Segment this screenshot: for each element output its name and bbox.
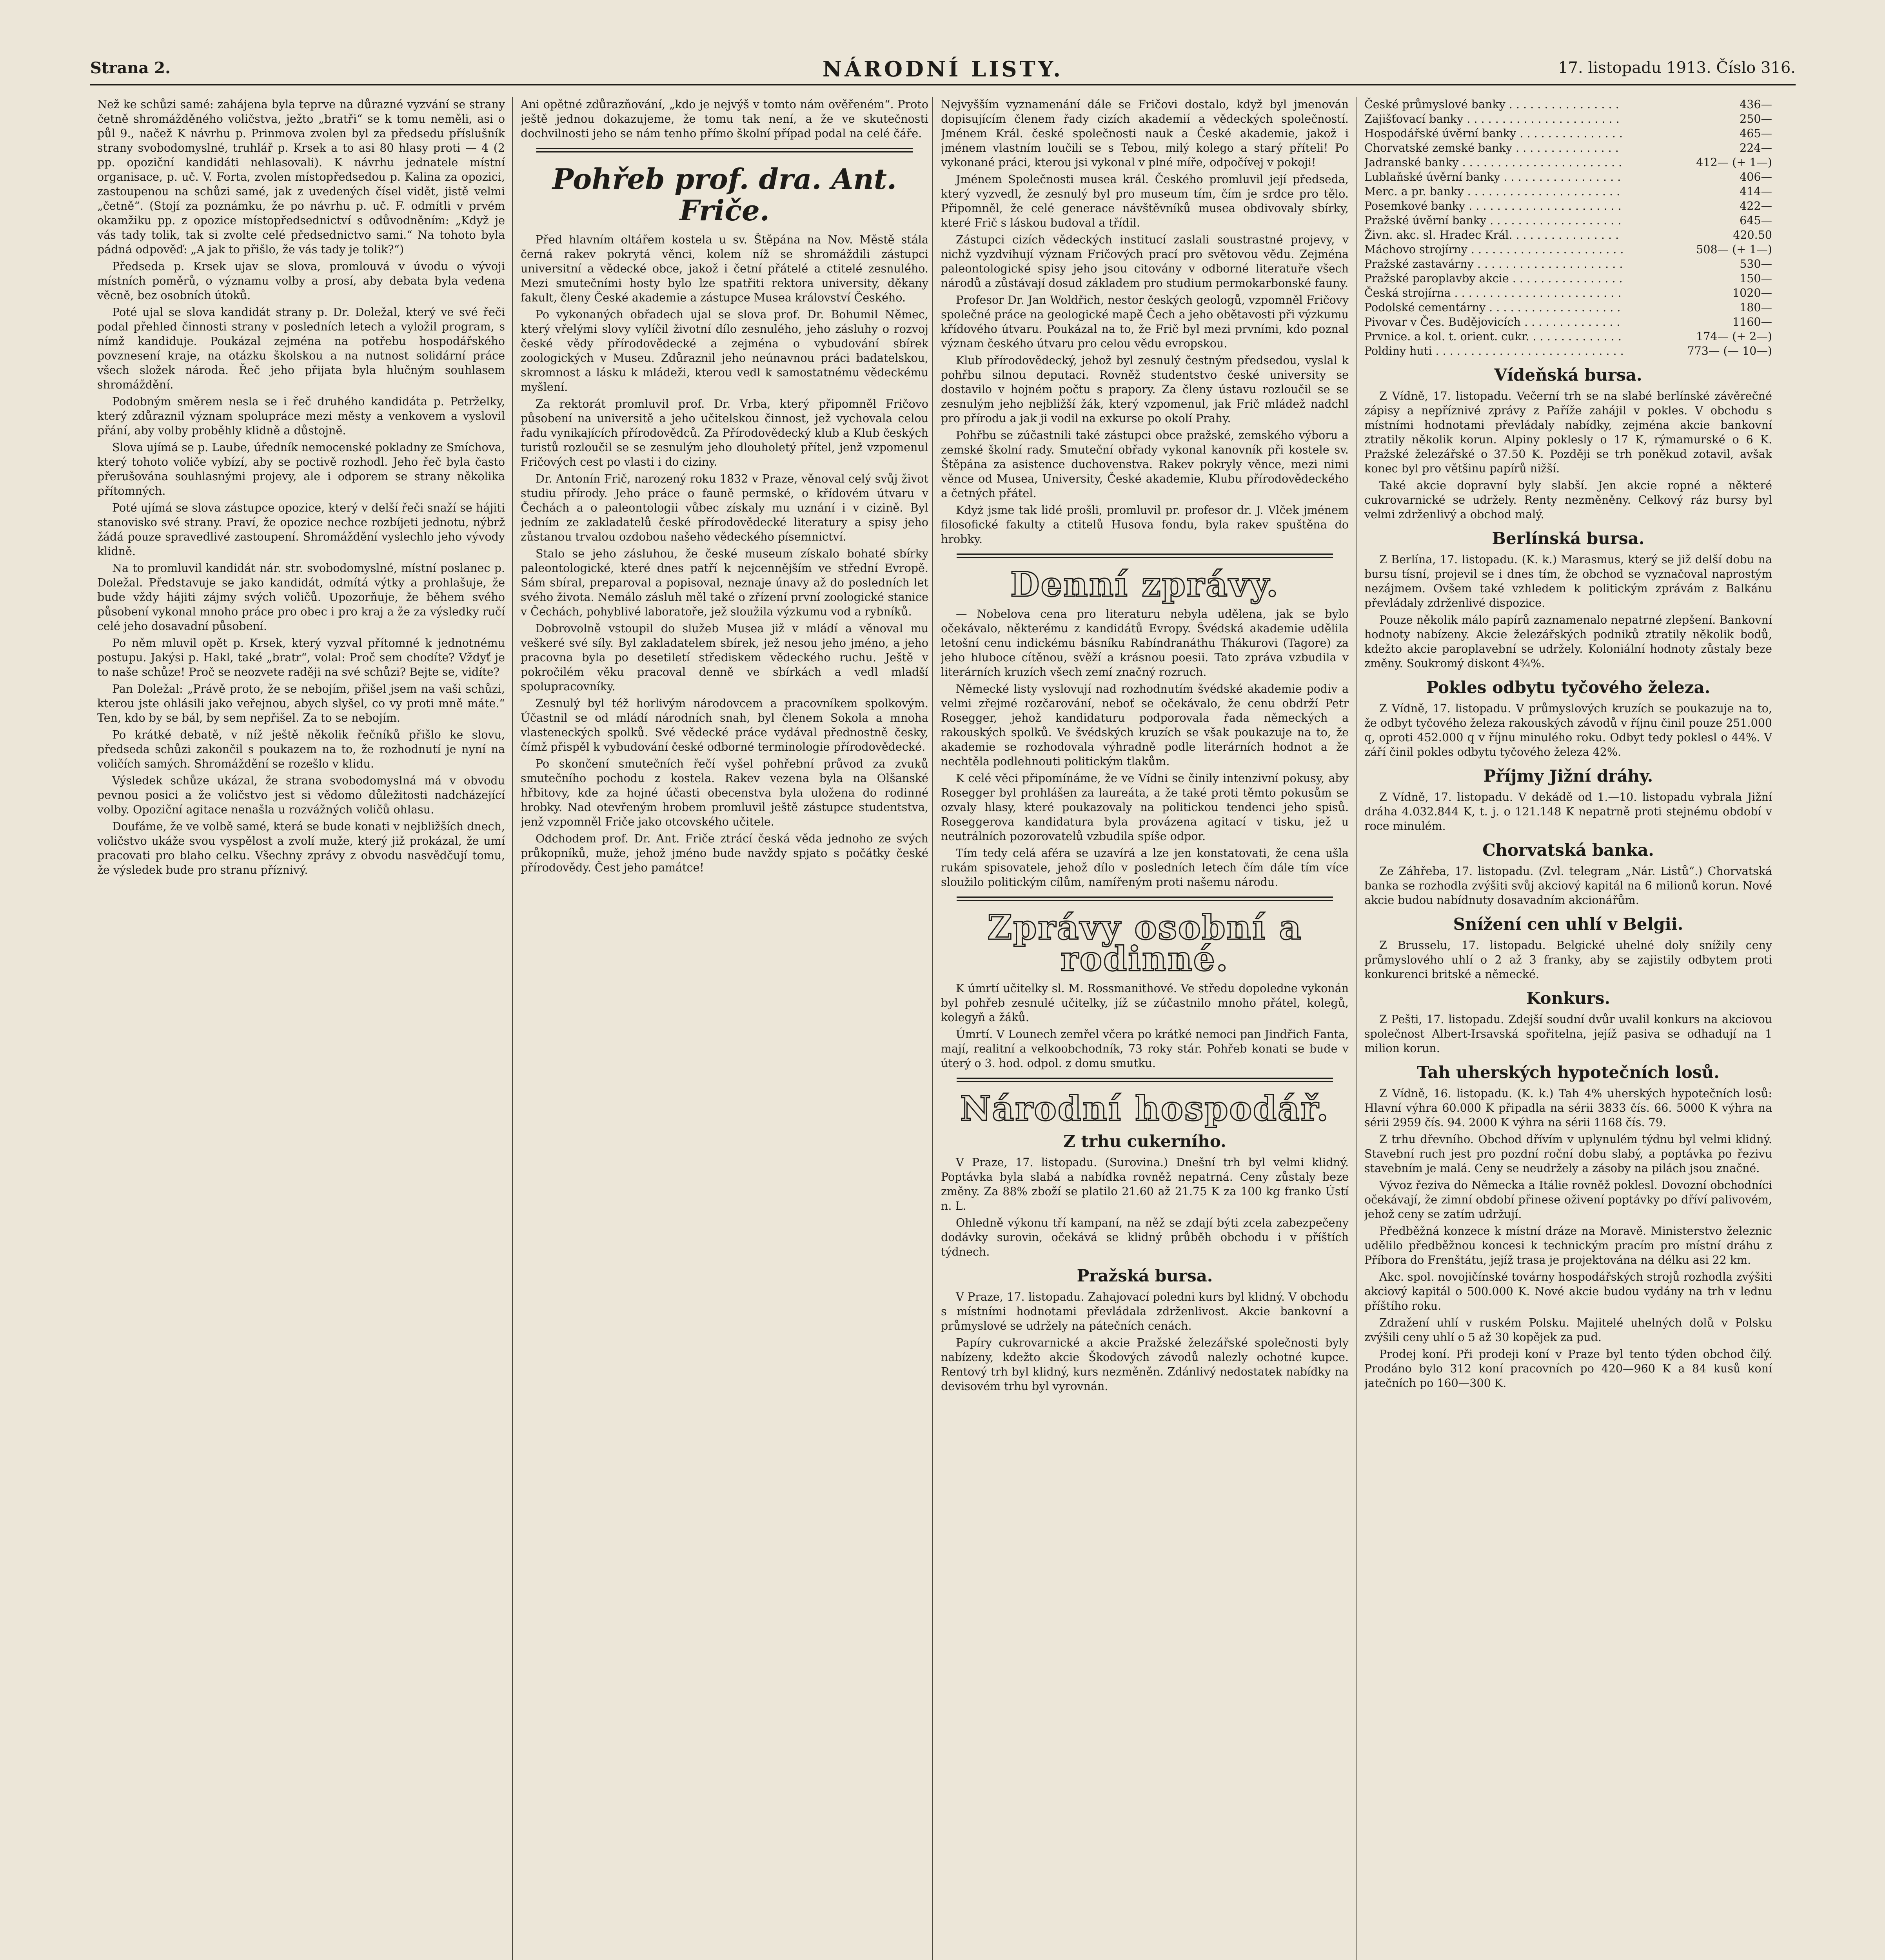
article-paragraph: Z Vídně, 17. listopadu. V průmyslových kruzích se poukazuje na to, že odbyt tyčového železa rakouských závodů v říjnu činil pouze 251.000 q, oproti 452.000 q v říjnu minulého roku. Odbyt tedy poklesl o 44%. V září činil pokles odbytu tyčového železa 42%. <box>1364 702 1772 759</box>
subsection-headline: Konkurs. <box>1526 989 1611 1008</box>
exchange-row-name: Pražské zastavárny . . . <box>1364 257 1623 271</box>
exchange-row-name: Česká strojírna . . . <box>1364 286 1623 300</box>
article-paragraph: Z Vídně, 16. listopadu. (K. k.) Tah 4% uherských hypotečních losů: Hlavní výhra 60.000 K připadla na sérii 3833 čís. 66. 5000 K výhra na sérii 2959 čís. 94. 2000 K výhra na sérii 1168 čís. 79. <box>1364 1087 1772 1129</box>
article-paragraph: Jménem Společnosti musea král. Českého promluvil její předseda, který vyzvedl, že zesnulý byl pro museum tím, čím je srdce pro tělo. Připomněl, že celé generace návštěvníků musea obdivovaly sbírky, které Frič s láskou budoval a třídil. <box>941 173 1349 229</box>
exchange-row-name: Podolské cementárny . . . <box>1364 300 1623 315</box>
article-paragraph: Po něm mluvil opět p. Krsek, který vyzval přítomné k jednotnému postupu. Jakýsi p. Hakl, také „bratr“, volal: Proč sem chodíte? Vždyť je to naše schůze! Proč se neozvete raději na své schůzi? Bejte se, vidíte? <box>97 637 505 679</box>
exchange-row <box>1364 271 1772 286</box>
column-rule <box>1356 97 1357 1960</box>
column-2 <box>521 97 928 1960</box>
exchange-rate-list <box>1364 97 1772 358</box>
exchange-row-value: 508— (+ 1—) <box>1623 242 1772 257</box>
column-3 <box>941 97 1349 1960</box>
article-paragraph: Na to promluvil kandidát nár. str. svobodomyslné, místní poslanec p. Doležal. Představuje se jako kandidát, odmítá výtky a prohlašuje, že bude vždy hájiti zájmy svých voličů. Upozorňuje, že během svého působení vykonal mnoho práce pro obec i pro kraj a že za výsledky ručí celé jeho dosavadní působení. <box>97 562 505 633</box>
exchange-row-name: Posemkové banky . . . <box>1364 199 1623 213</box>
exchange-row-name: Jadranské banky . . . <box>1364 155 1623 170</box>
exchange-row-value: 150— <box>1623 271 1772 286</box>
exchange-row-value: 406— <box>1623 170 1772 184</box>
exchange-row-value: 422— <box>1623 199 1772 213</box>
article-paragraph: Poté ujal se slova kandidát strany p. Dr. Doležal, který ve své řeči podal přehled činnosti strany v posledních letech a vyložil program, s nímž kandiduje. Poukázal zejména na potřebu hospodářského povznesení kraje, na otázku školskou a na nutnost solidární práce všech složek národa. Řeč jeho přijata byla hlučným souhlasem shromáždění. <box>97 306 505 391</box>
exchange-row-value: 174— (+ 2—) <box>1623 329 1772 344</box>
subsection-headline: Snížení cen uhlí v Belgii. <box>1453 915 1683 934</box>
exchange-row <box>1364 228 1772 242</box>
exchange-row-name: Lublaňské úvěrní banky . . . <box>1364 170 1623 184</box>
section-divider <box>957 897 1333 901</box>
article-paragraph: Za rektorát promluvil prof. Dr. Vrba, který připomněl Fričovo působení na universitě a jeho učitelskou činnost, jež vychovala celou řadu vynikajících přírodovědců. Za Přírodovědecký klub a Klub českých turistů rozloučil se se zesnulým jeho dlouholetý přítel, jenž vzpomenul Fričových cest po vlasti i do ciziny. <box>521 397 928 468</box>
article-paragraph: Ohledně výkonu tří kampaní, na něž se zdají býti zcela zabezpečeny dodávky surovin, očekává se klidný průběh obchodu i v příštích týdnech. <box>941 1216 1349 1258</box>
article-paragraph: Výsledek schůze ukázal, že strana svobodomyslná má v obvodu pevnou posici a že voličstvo jest si vědomo důležitosti nadcházející volby. Opoziční agitace nenašla u rozvážných voličů ohlasu. <box>97 774 505 816</box>
article-paragraph: Zesnulý byl též horlivým národovcem a pracovníkem spolkovým. Účastnil se od mládí národních snah, byl členem Sokola a mnoha vlasteneckých spolků. Své vědecké práce vydával přednostně česky, čímž přispěl k vybudování české odborné terminologie přírodovědecké. <box>521 697 928 753</box>
article-paragraph: Předseda p. Krsek ujav se slova, promlouvá v úvodu o vývoji místních poměrů, o významu volby a prosí, aby debata byla vedena věcně, bez osobních útoků. <box>97 260 505 302</box>
article-headline: Pohřeb prof. dra. Ant. Friče. <box>552 162 897 227</box>
column-4 <box>1364 97 1772 1960</box>
exchange-row-value: 645— <box>1623 213 1772 228</box>
exchange-row-value: 1160— <box>1623 315 1772 329</box>
exchange-row-name: Pivovar v Čes. Budějovicích . . . <box>1364 315 1623 329</box>
article-paragraph: Po krátké debatě, v níž ještě několik řečníků přišlo ke slovu, předseda schůzi zakončil s poukazem na to, že rozhodnutí je nyní na voličích samých. Shromáždění se rozešlo v klidu. <box>97 728 505 770</box>
article-paragraph: Z Pešti, 17. listopadu. Zdejší soudní dvůr uvalil konkurs na akciovou společnost Albert-Irsavská spořitelna, jejíž pasiva se odhadují na 1 milion korun. <box>1364 1013 1772 1055</box>
article-paragraph: Před hlavním oltářem kostela u sv. Štěpána na Nov. Městě stála černá rakev pokrytá věnci, kolem níž se shromáždili zástupci universitní a vědecké obce, jakož i četní přátelé a ctitelé zesnulého. Mezi smutečními hosty bylo lze spatřiti rektora university, děkany fakult, členy České akademie a zástupce Musea království Českého. <box>521 233 928 304</box>
article-paragraph: Odchodem prof. Dr. Ant. Friče ztrácí česká věda jednoho ze svých průkopníků, muže, jehož jméno bude navždy spjato s počátky české přírodovědy. Čest jeho památce! <box>521 832 928 874</box>
exchange-row-name: Prvnice. a kol. t. orient. cukr. . . . <box>1364 329 1623 344</box>
exchange-row <box>1364 184 1772 199</box>
article-paragraph: Zdražení uhlí v ruském Polsku. Majitelé uhelných dolů v Polsku zvýšili ceny uhlí o 5 až 30 kopějek za pud. <box>1364 1316 1772 1344</box>
exchange-row-name: Chorvatské zemské banky . . . <box>1364 141 1623 155</box>
article-paragraph: V Praze, 17. listopadu. (Surovina.) Dnešní trh byl velmi klidný. Poptávka byla slabá a nabídka rovněž nepatrná. Ceny zůstaly beze změny. Za 88% zboží se platilo 21.60 až 21.75 K za 100 kg franko Ústí n. L. <box>941 1156 1349 1212</box>
exchange-row-value: 420.50 <box>1623 228 1772 242</box>
exchange-row <box>1364 170 1772 184</box>
exchange-row-name: Zajišťovací banky . . . <box>1364 112 1623 126</box>
exchange-row <box>1364 286 1772 300</box>
article-paragraph: Také akcie dopravní byly slabší. Jen akcie ropné a některé cukrovarnické se udržely. Renty nezměněny. Celkový ráz bursy byl velmi zdrženlivý a obchod malý. <box>1364 479 1772 521</box>
exchange-row-name: Pražské úvěrní banky . . . <box>1364 213 1623 228</box>
exchange-row-name: Máchovo strojírny . . . <box>1364 242 1623 257</box>
subsection-headline: Vídeňská bursa. <box>1494 365 1642 385</box>
article-paragraph: Slova ujímá se p. Laube, úředník nemocenské pokladny ze Smíchova, který tohoto voliče vybízí, aby se poctivě rozhodl. Jeho řeč byla často přerušována souhlasnými projevy, ale i odporem se strany několika přítomných. <box>97 441 505 497</box>
section-headline-denni-zpravy: Denní zprávy. <box>1010 565 1279 604</box>
exchange-row <box>1364 112 1772 126</box>
subsection-headline: Chorvatská banka. <box>1482 840 1654 860</box>
column-rule <box>512 97 513 1960</box>
exchange-row <box>1364 199 1772 213</box>
article-paragraph: K úmrtí učitelky sl. M. Rossmanithové. Ve středu dopoledne vykonán byl pohřeb zesnulé učitelky, jíž se zúčastnilo mnoho přátel, kolegů, kolegyň a žáků. <box>941 982 1349 1024</box>
article-paragraph: Než ke schůzi samé: zahájena byla teprve na důrazné vyzvání se strany četně shromážděného voličstva, ježto „bratři“ se k tomu neměli, asi o půl 9., načež K návrhu p. Prinmova zvolen byl za předsedu příslušník strany svobodomyslné, truhlář p. Krsek a to asi 80 hlasy proti — 4 (2 pp. opoziční kandidáti nehlasovali). K návrhu jednatele místní organisace, p. uč. V. Forta, zvolen místopředsedou p. Kalina za opozici, zastoupenou na schůzi samé, jak z uvedených čísel vidět, jistě velmi „četně“. (Stojí za poznámku, že po návrhu p. uč. F. odmítli v prvém okamžiku pp. z opozice místopředsednictví s odůvodněním: „Když je vás tady tolik, tak si zvolte celé předsednictvo sami.“ Na tohoto byla pádná odpověď: „A jak to přišlo, že vás tady je tolik?“) <box>97 98 505 256</box>
section-divider <box>957 1078 1333 1082</box>
exchange-row-name: Poldiny huti . . . <box>1364 344 1623 358</box>
article-paragraph: Po skončení smutečních řečí vyšel pohřební průvod za zvuků smutečního pochodu z kostela. Rakev vezena byla na Olšanské hřbitovy, kde za hojné účasti obecenstva byla uložena do rodinné hrobky. Nad otevřeným hrobem promluvil ještě zástupce studentstva, jenž vzpomněl Friče jako otcovského učitele. <box>521 757 928 828</box>
article-paragraph: V Praze, 17. listopadu. Zahajovací poledni kurs byl klidný. V obchodu s místními hodnotami převládala zdrženlivost. Akcie bankovní a průmyslové se udržely na pátečních cenách. <box>941 1290 1349 1332</box>
subsection-headline: Tah uherských hypotečních losů. <box>1417 1063 1720 1082</box>
article-paragraph: Poté ujímá se slova zástupce opozice, který v delší řeči snaží se hájiti stanovisko své strany. Praví, že opozice nechce rozbíjeti jednotu, nýbrž žádá pouze spravedlivé zastoupení. Shromáždění vyslechlo jeho vývody klidně. <box>97 501 505 558</box>
article-paragraph: Akc. spol. novojičínské továrny hospodářských strojů rozhodla zvýšiti akciový kapitál o 500.000 K. Nové akcie budou vydány na trh v lednu příštího roku. <box>1364 1270 1772 1312</box>
column-1 <box>97 97 505 1960</box>
exchange-row <box>1364 97 1772 112</box>
subsection-headline: Příjmy Jižní dráhy. <box>1483 766 1653 786</box>
exchange-row <box>1364 329 1772 344</box>
section-divider <box>536 148 913 152</box>
article-paragraph: Úmrtí. V Lounech zemřel včera po krátké nemoci pan Jindřich Fanta, mají, realitní a velkoobchodník, 73 roky stár. Pohřeb konati se bude v úterý o 3. hod. odpol. z domu smutku. <box>941 1028 1349 1070</box>
exchange-row-value: 773— (— 10—) <box>1623 344 1772 358</box>
article-paragraph: Z trhu dřevního. Obchod dřívím v uplynulém týdnu byl velmi klidný. Stavební ruch jest pro pozdní roční dobu slabý, a poptávka po řezivu stavebním je malá. Ceny se neudržely a zásoby na pilách jsou značné. <box>1364 1133 1772 1175</box>
article-paragraph: Z Brusselu, 17. listopadu. Belgické uhelné doly snížily ceny průmyslového uhlí o 2 až 3 franky, aby se zajistily odbytem proti konkurenci britské a německé. <box>1364 939 1772 981</box>
article-paragraph: Ani opětné zdůrazňování, „kdo je nejvýš v tomto nám ověřeném“. Proto ještě jednou dokazujeme, že tomu tak není, a že ve skutečnosti dochvilnosti jeho se nám tenho přímo školní případ podal na celé čáře. <box>521 98 928 140</box>
article-paragraph: Doufáme, že ve volbě samé, která se bude konati v nejbližších dnech, voličstvo ukáže svou vyspělost a zvolí muže, který již prokázal, že umí pracovati pro blaho celku. Všechny zprávy z obvodu nasvědčují tomu, že výsledek bude pro stranu příznivý. <box>97 820 505 877</box>
column-rule <box>932 97 933 1960</box>
subsection-headline: Pokles odbytu tyčového železa. <box>1426 678 1711 697</box>
exchange-row <box>1364 315 1772 329</box>
article-paragraph: Dr. Antonín Frič, narozený roku 1832 v Praze, věnoval celý svůj život studiu přírody. Jeho práce o fauně permské, o křídovém útvaru v Čechách a o paleontologii vůbec získaly mu uznání i v cizině. Byl jedním ze zakladatelů české přírodovědecké literatury a spisy jeho zůstanou trvalou ozdobou našeho vědeckého písemnictví. <box>521 472 928 543</box>
issue-date: 17. listopadu 1913. Číslo 316. <box>1558 59 1796 77</box>
exchange-row-value: 1020— <box>1623 286 1772 300</box>
newspaper-title: NÁRODNÍ LISTY. <box>822 56 1064 82</box>
exchange-row <box>1364 141 1772 155</box>
exchange-row-name: České průmyslové banky . . . <box>1364 97 1623 112</box>
article-paragraph: Ze Záhřeba, 17. listopadu. (Zvl. telegram „Nár. Listů“.) Chorvatská banka se rozhodla zvýšiti svůj akciový kapitál na 6 milionů korun. Nové akcie budou nabídnuty dosavadním akcionářům. <box>1364 865 1772 907</box>
exchange-row-value: 436— <box>1623 97 1772 112</box>
section-divider <box>957 554 1333 558</box>
article-paragraph: Z Berlína, 17. listopadu. (K. k.) Marasmus, který se již delší dobu na bursu tísní, projevil se i dnes tím, že obchod se vyznačoval naprostým nezájmem. Ovšem také vzhledem k politickým zprávám z Balkánu převládaly zdrženlivé dispozice. <box>1364 553 1772 610</box>
article-paragraph: Pohřbu se zúčastnili také zástupci obce pražské, zemského výboru a zemské školní rady. Smuteční obřady vykonal kanovník při kostele sv. Štěpána za asistence duchovenstva. Rakev pokryly věnce, mezi nimi věnce od Musea, University, České akademie, Klubu přírodovědeckého a četných přátel. <box>941 429 1349 500</box>
exchange-row-value: 180— <box>1623 300 1772 315</box>
section-headline-narodni-hospodar: Národní hospodář. <box>960 1089 1330 1129</box>
article-paragraph: K celé věci připomínáme, že ve Vídni se činily intenzivní pokusy, aby Rosegger byl prohlášen za laureáta, a že také proti těmto pokusům se ozvaly hlasy, které poukazovaly na politickou tendenci jeho spisů. Roseggerova kandidatura byla provázena agitací v tisku, jež u neutrálních pozorovatelů vzbudila spíše odpor. <box>941 772 1349 843</box>
article-paragraph: Z Vídně, 17. listopadu. Večerní trh se na slabé berlínské závěrečné zápisy a nepříznivé zprávy z Paříže zahájil v pokles. V obchodu s místními hodnotami převládaly nabídky, zejména akcie bankovní ztratily několik korun. Alpiny poklesly o 17 K, rýmamurské o 6 K. Pražské železářské o 37.50 K. Později se trh poněkud zotavil, avšak konec byl pro většinu papírů nižší. <box>1364 390 1772 475</box>
subsection-headline: Berlínská bursa. <box>1492 529 1645 548</box>
exchange-row <box>1364 155 1772 170</box>
exchange-row-value: 530— <box>1623 257 1772 271</box>
article-paragraph: Kdyż jsme tak lidé prošli, promluvil pr. profesor dr. J. Vlček jménem filosofické fakulty a ctitelů Husova fondu, byla rakev spuštěna do hrobky. <box>941 504 1349 546</box>
exchange-row-value: 465— <box>1623 126 1772 141</box>
exchange-row <box>1364 213 1772 228</box>
exchange-row-name: Hospodářské úvěrní banky . . . <box>1364 126 1623 141</box>
exchange-row-value: 250— <box>1623 112 1772 126</box>
article-paragraph: Německé listy vyslovují nad rozhodnutím švédské akademie podiv a velmi zřejmé rozčarování, neboť se očekávalo, že cenu obdrží Petr Rosegger, jehož kandidaturu podporovala řada německých a rakouských spolků. Ve švédských kruzích se však poukazuje na to, že akademie se rozhodovala výhradně podle literárních hodnot a že nechtěla podlehnouti politickým tlakům. <box>941 682 1349 768</box>
article-paragraph: Pouze několik málo papírů zaznamenalo nepatrné zlepšení. Bankovní hodnoty nabízeny. Akcie železářských podniků ztratily několik bodů, kdežto akcie paroplavební se udržely. Koloniální hodnoty zůstaly beze změny. Soukromý diskont 4¾%. <box>1364 613 1772 670</box>
subsection-headline: Z trhu cukerního. <box>1063 1132 1226 1151</box>
exchange-row <box>1364 242 1772 257</box>
exchange-row-value: 412— (+ 1—) <box>1623 155 1772 170</box>
section-headline-zpravy-osobni: Zprávy osobní a rodinné. <box>987 908 1302 979</box>
article-paragraph: Nejvyšším vyznamenání dále se Fričovi dostalo, když byl jmenován dopisujícím členem řady cizích akademií a vědeckých společností. Jménem Král. české společnosti nauk a České akademie, jakož i jménem vlastním loučili se s Tebou, milý kolego a starý příteli! Po vykonané práci, kterou jsi vykonal v plné míře, odpočívej v pokoji! <box>941 98 1349 169</box>
exchange-row <box>1364 257 1772 271</box>
article-paragraph: Podobným směrem nesla se i řeč druhého kandidáta p. Petrželky, který zdůraznil význam spolupráce mezi městy a venkovem a vyslovil přání, aby volby proběhly klidně a důstojně. <box>97 395 505 437</box>
page-number: Strana 2. <box>90 59 171 77</box>
exchange-row-name: Merc. a pr. banky . . . <box>1364 184 1623 199</box>
exchange-row-name: Živn. akc. sl. Hradec Král. . . . <box>1364 228 1623 242</box>
exchange-row-name: Pražské paroplavby akcie . . . <box>1364 271 1623 286</box>
subsection-headline: Pražská bursa. <box>1077 1266 1213 1285</box>
article-paragraph: Tím tedy celá aféra se uzavírá a lze jen konstatovati, že cena ušla rukám spisovatele, jehož dílo v posledních letech čím dále tím více sloužilo politickým cílům, namířeným proti našemu národu. <box>941 847 1349 889</box>
masthead <box>90 56 1796 85</box>
article-paragraph: Z Vídně, 17. listopadu. V dekádě od 1.—10. listopadu vybrala Jižní dráha 4.032.844 K, t. j. o 121.148 K nepatrně proti stejnému období v roce minulém. <box>1364 791 1772 833</box>
article-paragraph: Po vykonaných obřadech ujal se slova prof. Dr. Bohumil Němec, který vřelými slovy vylíčil životní dílo zesnulého, jeho zásluhy o rozvoj české vědy přírodovědecké a zejména o vybudování sbírek zoologických v Museu. Zdůraznil jeho neúnavnou práci badatelskou, skromnost a lásku k mládeži, kterou vedl k samostatnému vědeckému myšlení. <box>521 308 928 394</box>
article-paragraph: Předběžná konzece k místní dráze na Moravě. Ministerstvo železnic udělilo předběžnou koncesi k technickým pracím pro místní dráhu z Příbora do Frenštátu, jejíž trasa je projektována na délku asi 22 km. <box>1364 1225 1772 1267</box>
article-paragraph: Profesor Dr. Jan Woldřich, nestor českých geologů, vzpomněl Fričovy společné práce na geologické mapě Čech a jeho obětavosti při výzkumu křídového útvaru. Poukázal na to, že Frič byl mezi prvními, kdo poznal význam českého útvaru pro celou vědu evropskou. <box>941 294 1349 350</box>
article-paragraph: Vývoz řeziva do Německa a Itálie rovněž poklesl. Dovozní obchodníci očekávají, že zimní období přinese oživení poptávky po dříví palivovém, jehož ceny se zatím udržují. <box>1364 1179 1772 1221</box>
exchange-row <box>1364 300 1772 315</box>
article-paragraph: — Nobelova cena pro literaturu nebyla udělena, jak se bylo očekávalo, některému z kandidátů Evropy. Švédská akademie udělila letošní cenu indickému básníku Rabíndranáthu Thákurovi (Tagore) za jeho hluboce cítěnou, svěží a krásnou poesii. Tato zpráva vzbudila v literárních kruzích všech zemí značný rozruch. <box>941 608 1349 679</box>
article-paragraph: Zástupci cizích vědeckých institucí zaslali soustrastné projevy, v nichž vyzdvihují význam Fričových prací pro světovou vědu. Zejména paleontologické spisy jeho jsou citovány v odborné literatuře všech národů a zůstávají dosud základem pro studium permokarbonské fauny. <box>941 233 1349 290</box>
exchange-row <box>1364 126 1772 141</box>
exchange-row-value: 224— <box>1623 141 1772 155</box>
article-paragraph: Pan Doležal: „Právě proto, že se nebojím, přišel jsem na vaši schůzi, kterou jste ohlásili jako veřejnou, abych slyšel, co vy proti mně máte.“ Ten, kdo by se bál, by sem nepřišel. Za to se nebojím. <box>97 682 505 724</box>
article-paragraph: Klub přírodovědecký, jehož byl zesnulý čestným předsedou, vyslal k pohřbu silnou deputaci. Rovněž studentstvo české university se dostavilo v hojném počtu s prapory. Za členy ústavu rozloučil se se zesnulým jeho nejbližší žák, který vzpomenul, jak Frič mládež nadchl pro přírodu a jak ji vodil na exkurse po okolí Prahy. <box>941 354 1349 425</box>
exchange-row-value: 414— <box>1623 184 1772 199</box>
article-paragraph: Papíry cukrovarnické a akcie Pražské železářské společnosti byly nabízeny, kdežto akcie Škodových závodů nalezly ochotné kupce. Rentový trh byl klidný, kurs nezměněn. Zdánlivý nedostatek nabídky na devisovém trhu byl vyrovnán. <box>941 1336 1349 1393</box>
exchange-row <box>1364 344 1772 358</box>
article-paragraph: Dobrovolně vstoupil do služeb Musea již v mládí a věnoval mu veškeré své síly. Byl zakladatelem sbírek, jež nesou jeho jméno, a jeho pracovna byla po desetiletí střediskem vědeckého ruchu. Ještě v pokročilém věku pracoval denně ve sbírkách a vedl mladší spolupracovníky. <box>521 622 928 693</box>
article-paragraph: Stalo se jeho zásluhou, že české museum získalo bohaté sbírky paleontologické, které dnes patří k nejcennějším ve střední Evropě. Sám sbíral, preparoval a popisoval, neznaje únavy až do posledních let svého života. Nemálo zásluh měl také o zřízení první zoologické stanice v Čechách, pohyblivé laboratoře, jež sloužila výzkumu vod a rybníků. <box>521 547 928 618</box>
article-paragraph: Prodej koní. Při prodeji koní v Praze byl tento týden obchod čilý. Prodáno bylo 312 koní pracovních po 420—960 K a 84 kusů koní jatečních po 160—300 K. <box>1364 1348 1772 1390</box>
